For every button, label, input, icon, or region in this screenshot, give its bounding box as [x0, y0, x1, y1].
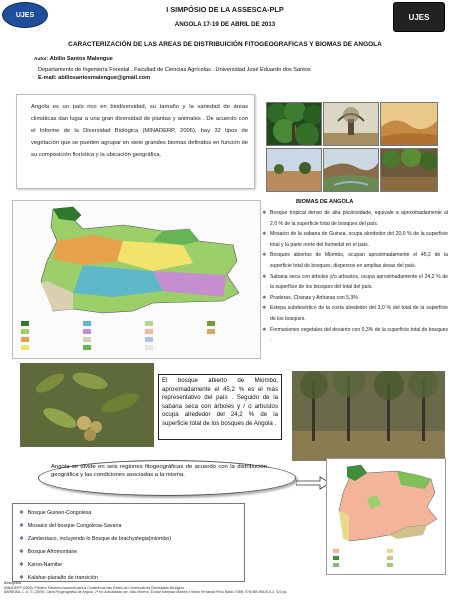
event-date: ANGOLA 17-19 DE ABRIL DE 2013 [174, 21, 276, 28]
biome-item: ❖ Bosque tropical denso de alta pluviosidade, equivale a aproximadamente al 2,0 % de la superficie total de bosques del país. [262, 210, 448, 227]
affiliation: Departamento de Ingeniería Forestal . Facultad de Ciencias Agrícolas . Universidad José Eduardo dos Santos [38, 67, 311, 73]
diamond-bullet-icon: ❖ [262, 305, 267, 312]
photo-miombo-woodland [380, 148, 438, 192]
photo-river-valley [323, 148, 379, 192]
diamond-bullet-icon: ❖ [19, 549, 24, 555]
paper-title: CARACTERIZACIÓN DE LAS AREAS DE DISTRIBUICIÓN FITOGEOGRAFICAS Y BIOMAS DE ANGOLA [68, 41, 382, 48]
biome-item: ❖ Estepa subdesértico de la costa alrededor del 3,0 % del total de la superficie de los bosques. [262, 305, 448, 322]
biome-item: ❖ Praderas, Chanas y Anharas con 5,3% . [262, 293, 448, 304]
author-line [34, 56, 113, 62]
diamond-bullet-icon: ❖ [262, 326, 267, 333]
photo-miombo-forest [292, 371, 445, 461]
angola-regions-map [326, 458, 446, 575]
miombo-text-box: El bosque abierto de Miombo, aproximadamente el 45,2 % es el más representativo del país . Seguido de la sabana seca con árboles y / o arbustos ocupa alrededor del 24,2 % de la superficie total de los bosques de Angola . [158, 374, 282, 440]
diamond-bullet-icon: ❖ [19, 510, 24, 516]
biome-item: ❖ Sabana seca con árboles y/o arbustos, ocupa aproximadamente el 24,2 % de la superficie de los bosques del total del país. [262, 273, 448, 291]
biome-item: ❖ Bosques abiertos de Miombo, ocupan aproximadamente el 45,2 de la superficie total de bosques, dispersos en amplias áreas del país. [262, 252, 448, 269]
region-item: ❖ Kalahar-planalto de transición [19, 575, 98, 581]
diamond-bullet-icon: ❖ [19, 536, 24, 542]
diamond-bullet-icon: ❖ [19, 523, 24, 529]
diamond-bullet-icon: ❖ [19, 562, 24, 568]
bibliography [4, 581, 444, 595]
regions-intro-bubble: Angola se divide en seis regiones fitogeográficas de acuerdo con la distribución geográfica y las condiciones asociadas a la misma. [38, 460, 296, 496]
photo-dry-hills [380, 102, 438, 146]
region-item: ❖ Mosaico del bosque Congolesa-Savana [19, 523, 122, 529]
bibliography-ref: MINADERP (2006). Primeiro Relatório Nacional para a Conferência das Partes da Convenção da Diversidade Biológica [4, 585, 184, 590]
intro-text-box: Angola es un país rico en biodiversidad, su tamaño y la variedad de áreas climáticas dan lugar a una gran diversidad de plantas y animales . De acuerdo con el Informe de la Diversidad Biológica (MINADERP, 2006), hay 32 tipos de vegetación que se pueden agrupar en siete grandes biomas definidos en función de su composición florística y la ubicación geográfica. [16, 94, 255, 189]
region-item: ❖ Karoo-Namibe [19, 562, 62, 568]
photo-baobab [323, 102, 379, 146]
region-item: ❖ Bosque Afromontane [19, 549, 78, 555]
diamond-bullet-icon: ❖ [262, 210, 267, 216]
affiliation-block [38, 66, 438, 82]
photo-savanna [266, 148, 322, 192]
biomes-title: BIOMAS DE ANGOLA [296, 199, 354, 205]
diamond-bullet-icon: ❖ [262, 273, 267, 280]
author-label: Autor: [34, 57, 49, 62]
regions-list [12, 503, 245, 582]
ujes-logo-right: UJES [393, 2, 445, 32]
angola-vegetation-map [12, 200, 261, 359]
author-email: E-mail: abiliosantosmalengue@gmail.com [38, 75, 151, 81]
photo-dense-forest [266, 102, 322, 146]
diamond-bullet-icon: ❖ [19, 575, 24, 581]
bibliography-ref: BARBOSA, L. A. G. (2009). Carta Fitogeográfica de Angola. 2ª ed. Actualizada por: Isilio Moreno, Eunice Sampaio Martins e Maria Fernanda Pinto Basto. ISBN: 978-989-95425-9-4. 323 pp. [4, 590, 288, 594]
region-item: ❖ Zambeziaco, incluyendo lo Bosque de brachystegia(miombo) [19, 536, 172, 542]
diamond-bullet-icon: ❖ [262, 294, 267, 301]
event-title: I SIMPÓSIO DE LA ASSESCA-PLP [166, 5, 284, 14]
region-item: ❖ Bosque Guineo-Congolesa [19, 510, 92, 516]
biome-item: ❖ Formaciones vegetales del desierto con 0,3% de la superficie total de bosques . [262, 326, 448, 344]
bibliography-label: Bibliografia [4, 581, 21, 585]
author-name: Abilio Santos Malengue [49, 56, 113, 62]
diamond-bullet-icon: ❖ [262, 231, 267, 238]
university-logo-left: UJES [2, 2, 48, 28]
biomes-list [262, 208, 448, 346]
diamond-bullet-icon: ❖ [262, 252, 267, 259]
photo-leaves-fruit [20, 363, 154, 447]
biome-item: ❖ Mosaico de la sabana de Guinea, ocupa alrededor del 20,0 % de la superficie total y la parte norte del humedal en el país. [262, 231, 448, 248]
arrow-right-icon [296, 476, 330, 490]
